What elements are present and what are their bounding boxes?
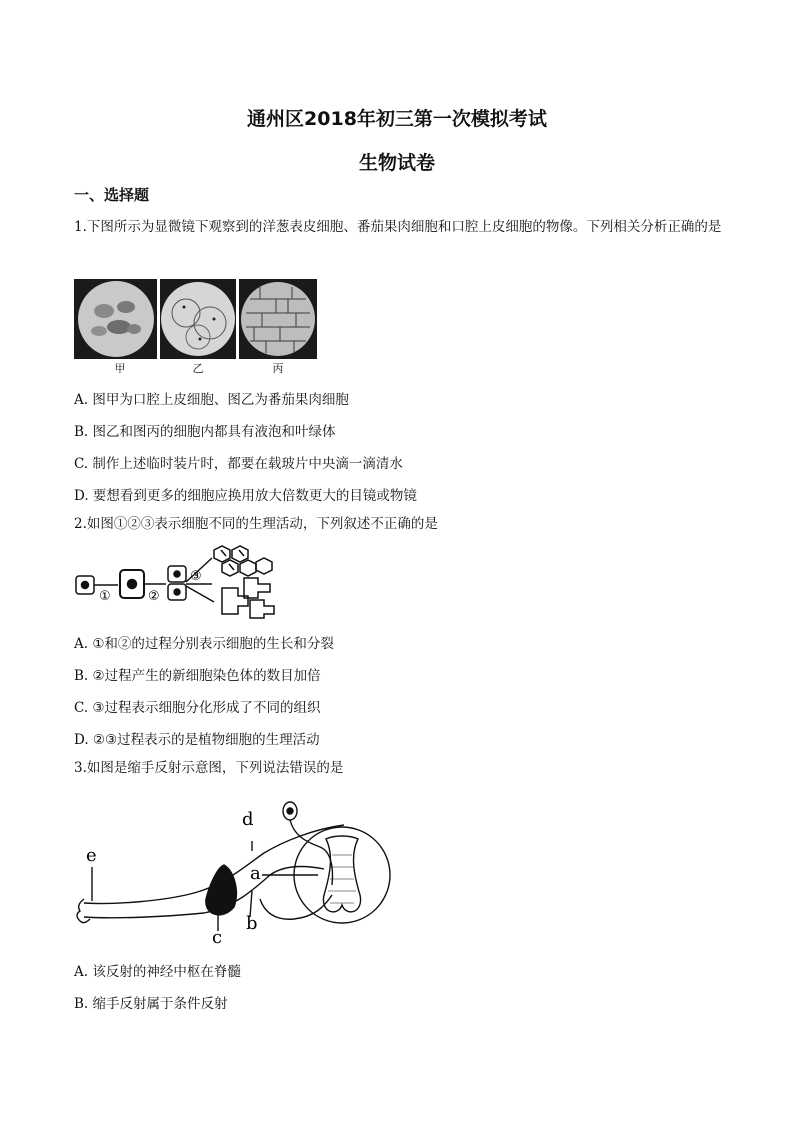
figure-label-yi: 乙 [192,362,204,375]
label-b: b [246,913,258,934]
question-1-text: 1.下图所示为显微镜下观察到的洋葱表皮细胞、番茄果肉细胞和口腔上皮细胞的物像。下列相关分析正确的是 [74,219,722,235]
micrograph-figure [74,279,319,374]
q2-option-a: A. ①和②的过程分别表示细胞的生长和分裂 [74,636,334,652]
exam-subtitle: 生物试卷 [358,152,435,174]
question-3-text: 3.如图是缩手反射示意图，下列说法错误的是 [74,760,344,776]
q2-option-c: C. ③过程表示细胞分化形成了不同的组织 [74,700,321,716]
label-d: d [242,809,254,830]
reflex-arc-svg [74,795,394,945]
figure-label-bing: 丙 [272,362,284,375]
label-a: a [250,863,261,884]
q3-option-b: B. 缩手反射属于条件反射 [74,996,228,1012]
label-e: e [86,845,97,866]
section-heading: 一、选择题 [74,186,150,204]
q2-option-d: D. ②③过程表示的是植物细胞的生理活动 [74,732,320,748]
step-1-label: ① [99,589,111,604]
cell-activity-diagram [74,544,289,622]
q1-option-d: D. 要想看到更多的细胞应换用放大倍数更大的目镜或物镜 [74,488,417,504]
q3-option-a: A. 该反射的神经中枢在脊髓 [74,964,241,980]
q2-option-b: B. ②过程产生的新细胞染色体的数目加倍 [74,668,321,684]
question-2-text: 2.如图①②③表示细胞不同的生理活动，下列叙述不正确的是 [74,516,438,532]
q1-option-c: C. 制作上述临时装片时，都要在载玻片中央滴一滴清水 [74,456,403,472]
reflex-arc-diagram [74,795,394,945]
label-c: c [212,927,223,945]
step-3-label: ③ [190,569,202,584]
micrograph-images [74,279,319,359]
cell-activity-svg [74,544,289,622]
q1-option-b: B. 图乙和图丙的细胞内都具有液泡和叶绿体 [74,424,336,440]
figure-label-jia: 甲 [114,362,126,375]
exam-title: 通州区2018年初三第一次模拟考试 [247,108,547,130]
step-2-label: ② [148,589,160,604]
q1-option-a: A. 图甲为口腔上皮细胞、图乙为番茄果肉细胞 [74,392,349,408]
